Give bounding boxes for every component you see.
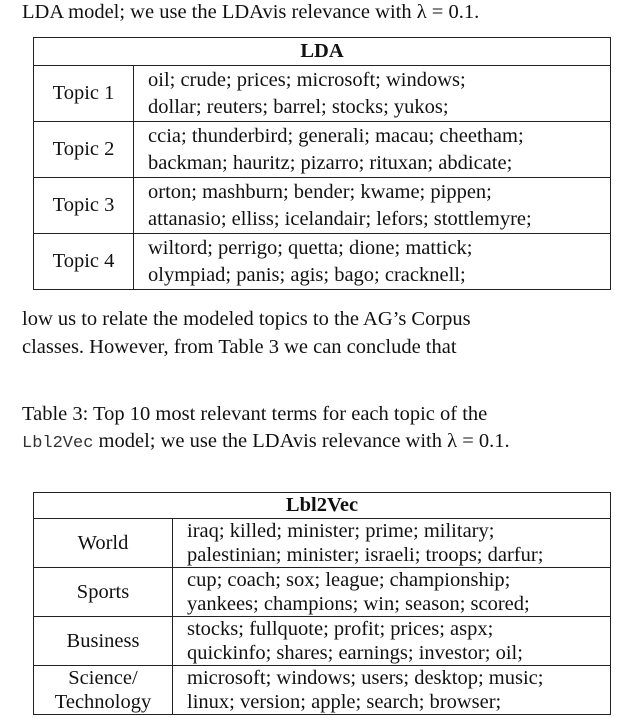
topic-terms (134, 234, 611, 290)
model-name: Lbl2Vec (22, 434, 94, 453)
caption-text: model; we use the LDAvis relevance with λ = 0.1. (93, 430, 510, 452)
table-row (34, 519, 611, 568)
topic-label: Topic 4 (34, 234, 134, 290)
table-row (34, 617, 611, 666)
label-line: Science/ (68, 667, 138, 689)
table-row (34, 568, 611, 617)
class-terms (173, 666, 611, 715)
class-label: Sports (34, 568, 173, 617)
class-terms (173, 519, 611, 568)
table-row (34, 234, 611, 290)
caption-tail: LDA model; we use the LDAvis relevance with λ = 0.1. (22, 1, 480, 23)
lbl2vec-table (33, 492, 611, 715)
class-terms (173, 617, 611, 666)
terms-line: cup; coach; sox; league; championship; (187, 569, 511, 591)
terms-line: microsoft; windows; users; desktop; music; (187, 667, 544, 689)
label-line: Technology (54, 691, 152, 713)
terms-line: ccia; thunderbird; generali; macau; cheetham; (148, 124, 524, 147)
table-row (34, 66, 611, 122)
lda-table (33, 37, 611, 290)
table-header: Lbl2Vec (34, 493, 611, 519)
table-header: LDA (34, 38, 611, 66)
terms-line: backman; hauritz; pizarro; rituxan; abdicate; (148, 151, 513, 174)
terms-line: attanasio; elliss; icelandair; lefors; stottlemyre; (148, 207, 532, 230)
terms-line: quickinfo; shares; earnings; investor; oil; (187, 642, 523, 664)
terms-line: orton; mashburn; bender; kwame; pippen; (148, 180, 492, 203)
paragraph-line: low us to relate the modeled topics to the AG’s Corpus (22, 308, 471, 330)
topic-terms (134, 178, 611, 234)
class-label (34, 666, 173, 715)
table-row (34, 122, 611, 178)
table-row (34, 666, 611, 715)
topic-terms (134, 122, 611, 178)
terms-line: oil; crude; prices; microsoft; windows; (148, 68, 466, 91)
topic-label: Topic 1 (34, 66, 134, 122)
terms-line: yankees; champions; win; season; scored; (187, 593, 530, 615)
class-label: World (34, 519, 173, 568)
topic-label: Topic 3 (34, 178, 134, 234)
topic-label: Topic 2 (34, 122, 134, 178)
class-label: Business (34, 617, 173, 666)
terms-line: stocks; fullquote; profit; prices; aspx; (187, 618, 494, 640)
terms-line: linux; version; apple; search; browser; (187, 691, 502, 713)
terms-line: palestinian; minister; israeli; troops; darfur; (187, 544, 544, 566)
table-row (34, 178, 611, 234)
table-caption-line: Table 3: Top 10 most relevant terms for each topic of the (22, 403, 488, 425)
class-terms (173, 568, 611, 617)
terms-line: iraq; killed; minister; prime; military; (187, 520, 495, 542)
terms-line: wiltord; perrigo; quetta; dione; mattick; (148, 236, 473, 259)
paragraph-line: classes. However, from Table 3 we can conclude that (22, 336, 457, 358)
terms-line: dollar; reuters; barrel; stocks; yukos; (148, 95, 449, 118)
terms-line: olympiad; panis; agis; bago; cracknell; (148, 263, 466, 286)
topic-terms (134, 66, 611, 122)
table-caption-line (22, 429, 510, 456)
